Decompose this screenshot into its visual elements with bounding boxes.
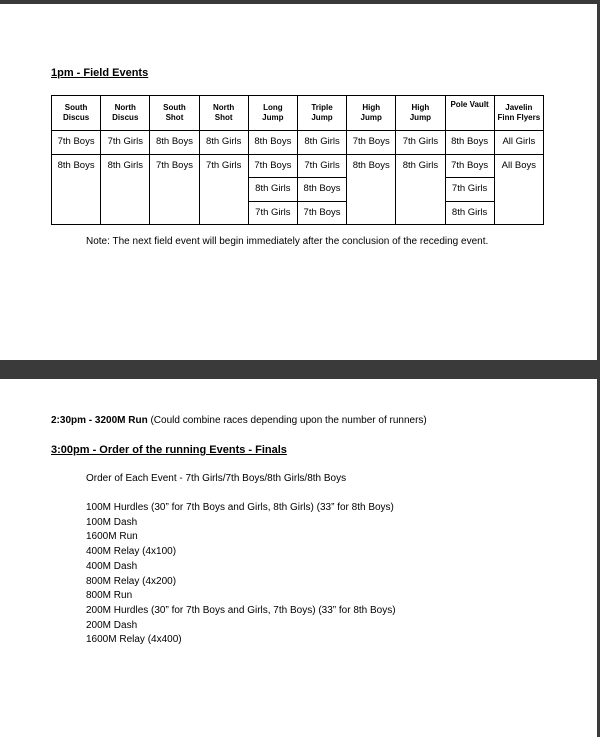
table-row (52, 178, 544, 202)
running-events-list (86, 501, 396, 648)
table-cell: 7th Girls (248, 201, 297, 225)
table-cell: 8th Boys (445, 131, 494, 155)
table-cell: 8th Girls (445, 201, 494, 225)
list-item: 100M Dash (86, 516, 138, 528)
table-cell: 8th Boys (52, 154, 101, 178)
column-header: North Shot (199, 96, 248, 131)
table-cell (150, 178, 199, 202)
column-header: North Discus (101, 96, 150, 131)
column-header: High Jump (347, 96, 396, 131)
table-cell: 8th Boys (347, 154, 396, 178)
table-cell: 7th Boys (347, 131, 396, 155)
table-row (52, 154, 544, 178)
table-cell: 7th Girls (297, 154, 346, 178)
table-cell: 7th Girls (396, 131, 445, 155)
table-cell: 8th Girls (248, 178, 297, 202)
list-item: 100M Hurdles (30” for 7th Boys and Girls, 8th Girls) (33” for 8th Boys) (86, 502, 394, 513)
list-item: 1600M Relay (4x400) (86, 634, 182, 646)
run-3200m-line (51, 415, 427, 426)
table-cell: 8th Boys (150, 131, 199, 155)
table-cell: 8th Boys (248, 131, 297, 155)
table-cell (396, 201, 445, 225)
column-header: South Discus (52, 96, 101, 131)
table-cell: 7th Girls (101, 131, 150, 155)
document-page-2 (0, 379, 597, 737)
table-cell (52, 201, 101, 225)
table-row (52, 201, 544, 225)
column-header: South Shot (150, 96, 199, 131)
column-header: Long Jump (248, 96, 297, 131)
table-cell: 7th Boys (248, 154, 297, 178)
column-header: Javelin Finn Flyers (494, 96, 543, 131)
field-events-note: Note: The next field event will begin immediately after the conclusion of the receding event. (86, 236, 489, 247)
table-cell: 8th Girls (199, 131, 248, 155)
table-cell: 7th Boys (150, 154, 199, 178)
document-page-1 (0, 4, 597, 360)
field-events-title: 1pm - Field Events (51, 67, 149, 79)
table-cell: 7th Boys (445, 154, 494, 178)
table-cell (396, 178, 445, 202)
table-cell (347, 201, 396, 225)
list-item: 400M Relay (4x100) (86, 546, 177, 558)
order-intro: Order of Each Event - 7th Girls/7th Boys/8th Girls/8th Boys (86, 473, 347, 484)
table-row (52, 131, 544, 155)
table-cell (494, 201, 543, 225)
list-item: 400M Dash (86, 560, 138, 572)
table-cell: 8th Girls (297, 131, 346, 155)
column-header: Pole Vault (445, 96, 494, 131)
table-cell: 7th Boys (297, 201, 346, 225)
table-header-row (52, 96, 544, 131)
table-cell: All Girls (494, 131, 543, 155)
list-item: 1600M Run (86, 531, 138, 543)
table-cell: 7th Boys (52, 131, 101, 155)
table-cell (494, 178, 543, 202)
table-cell: All Boys (494, 154, 543, 178)
table-cell: 8th Girls (101, 154, 150, 178)
column-header: Triple Jump (297, 96, 346, 131)
table-cell (347, 178, 396, 202)
table-cell (52, 178, 101, 202)
table-cell (199, 178, 248, 202)
field-events-table (51, 95, 544, 225)
table-cell: 7th Girls (445, 178, 494, 202)
finals-title: 3:00pm - Order of the running Events - Finals (51, 444, 287, 456)
list-item: 200M Dash (86, 619, 138, 631)
run-3200m-time: 2:30pm - 3200M Run (51, 415, 148, 426)
list-item: 800M Relay (4x200) (86, 575, 177, 587)
table-cell (101, 178, 150, 202)
column-header: High Jump (396, 96, 445, 131)
table-cell (101, 201, 150, 225)
run-3200m-note: (Could combine races depending upon the number of runners) (147, 415, 427, 426)
table-cell: 8th Girls (396, 154, 445, 178)
list-item: 200M Hurdles (30” for 7th Boys and Girls, 7th Boys) (33” for 8th Boys) (86, 604, 396, 616)
table-cell: 7th Girls (199, 154, 248, 178)
table-cell: 8th Boys (297, 178, 346, 202)
table-cell (150, 201, 199, 225)
table-cell (199, 201, 248, 225)
list-item: 800M Run (86, 590, 133, 602)
